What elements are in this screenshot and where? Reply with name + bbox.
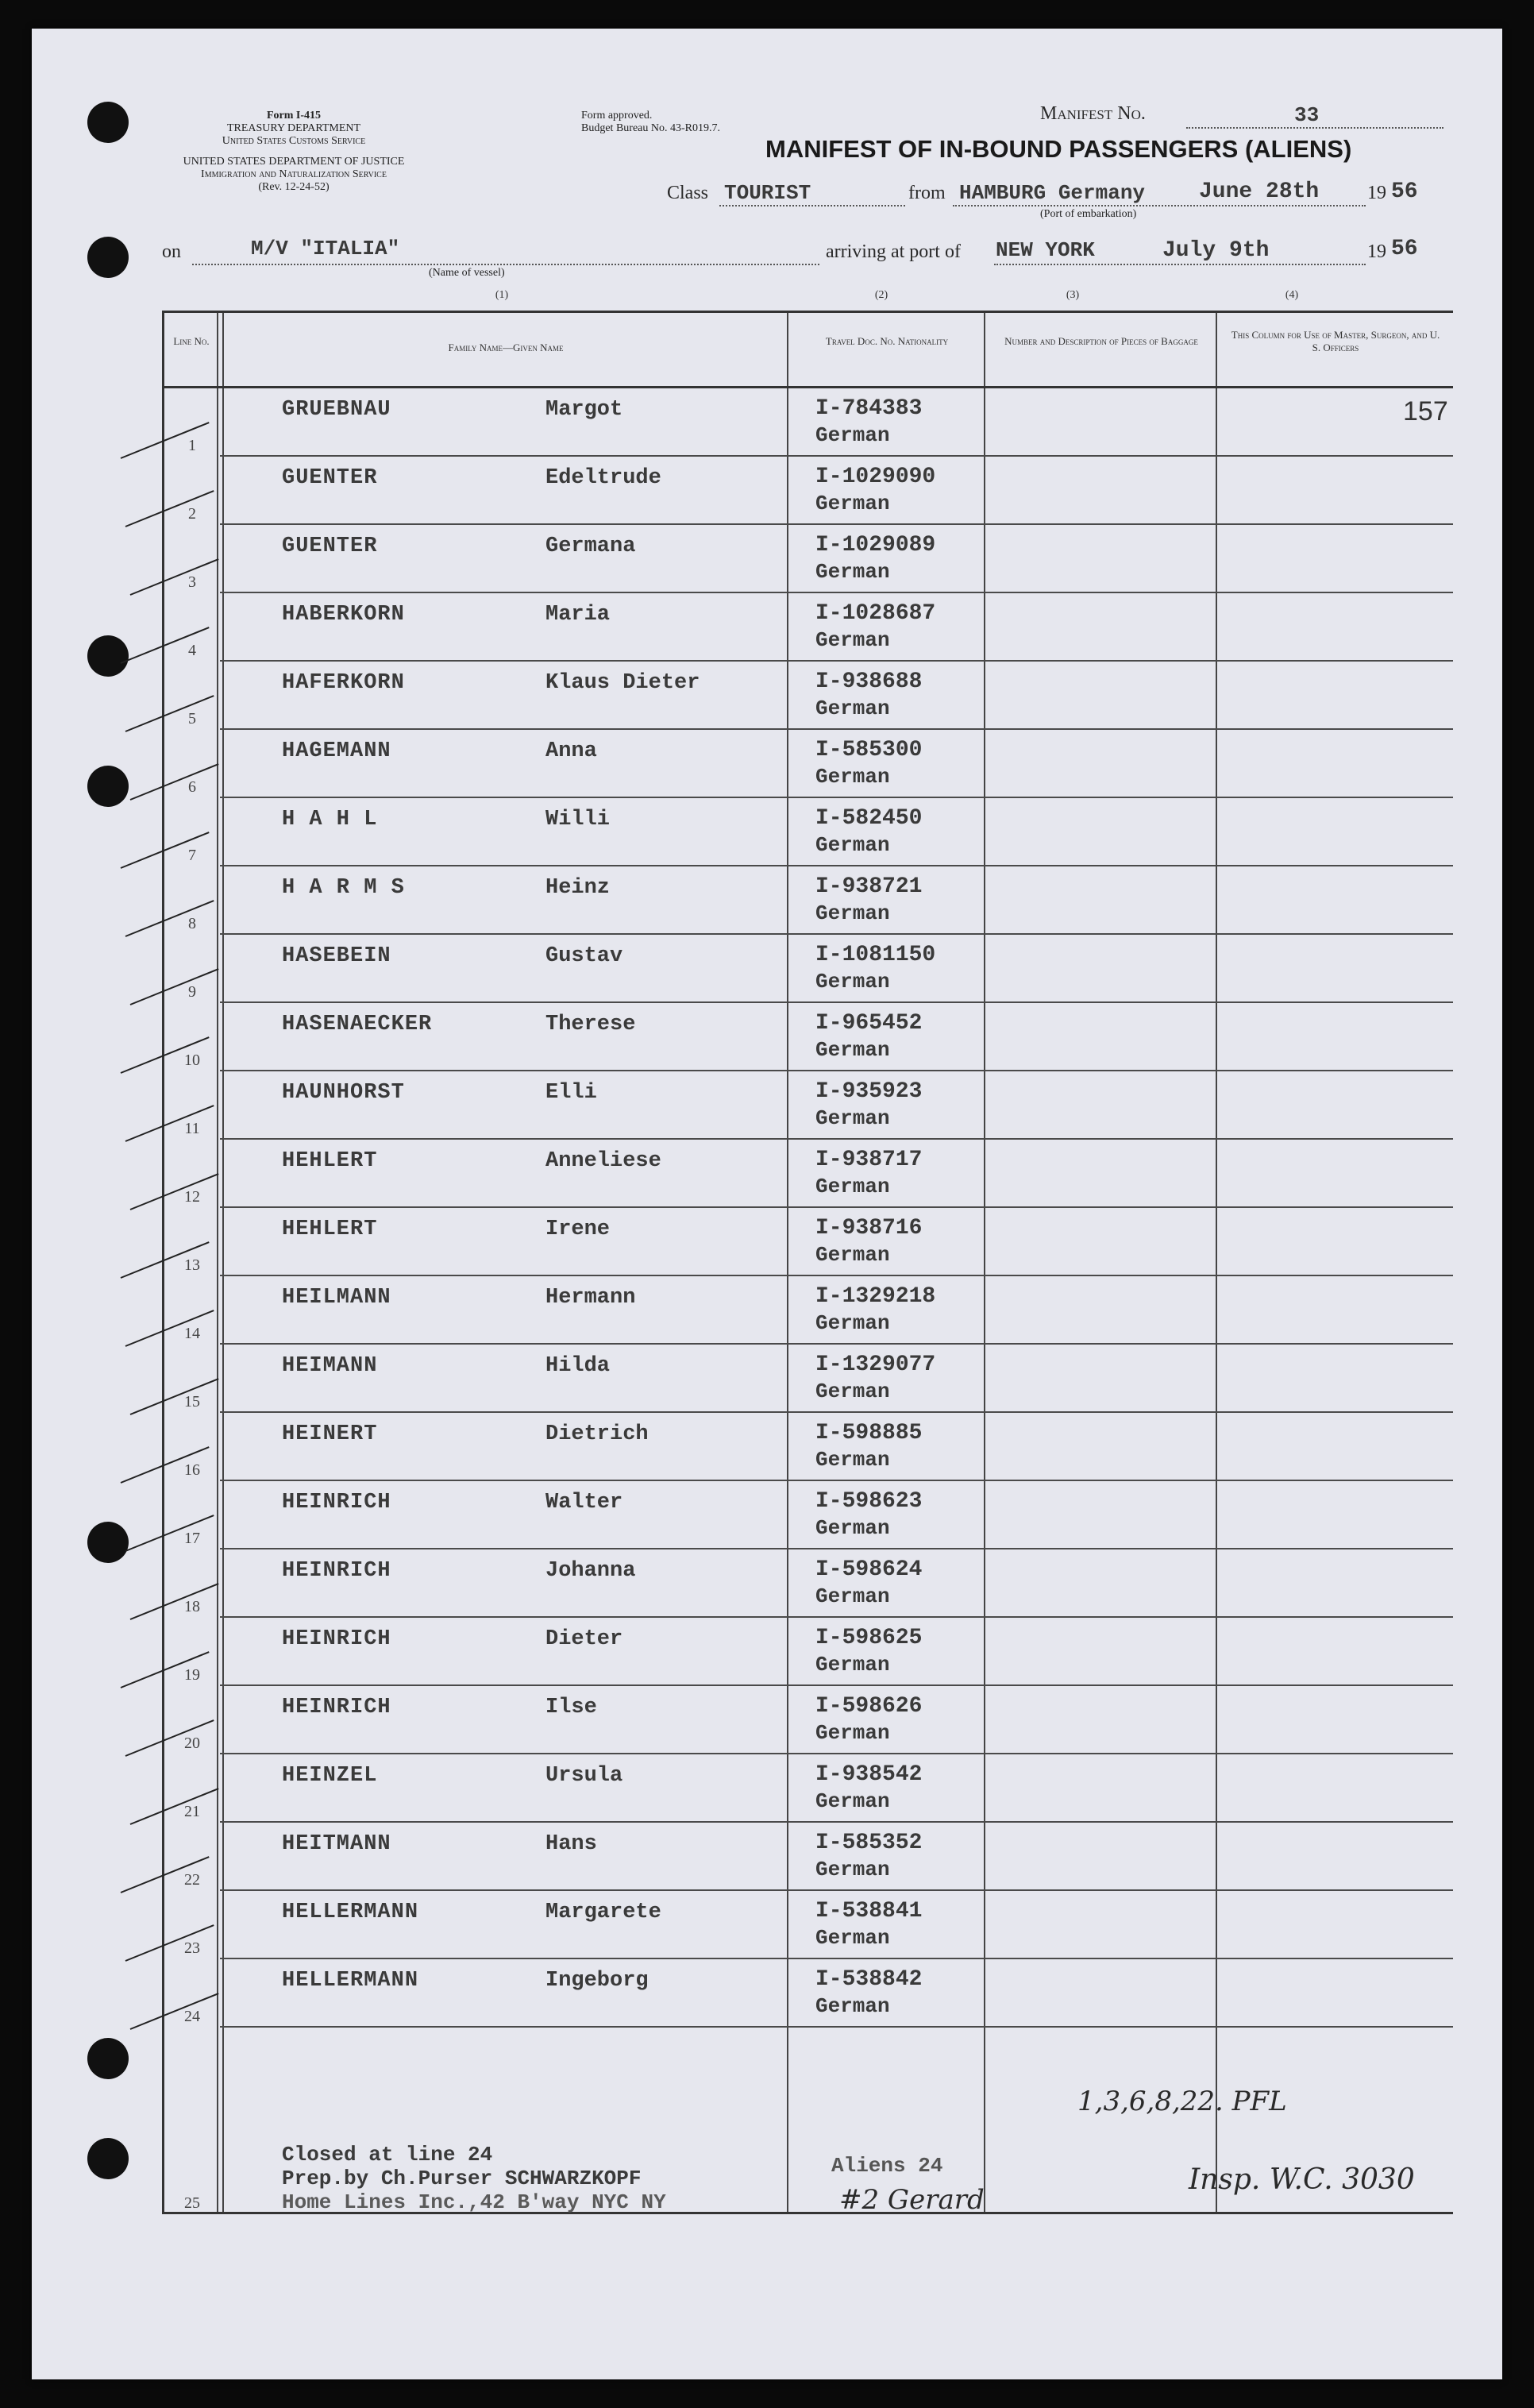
- table-row: [164, 525, 1453, 593]
- given-name: Anneliese: [545, 1149, 661, 1173]
- line-number: 8: [188, 915, 196, 932]
- travel-doc-number: I-1081150: [815, 943, 936, 967]
- family-name: HAUNHORST: [282, 1081, 405, 1105]
- nationality: German: [815, 1380, 890, 1403]
- line-number: 22: [184, 1871, 200, 1889]
- arrival-date: July 9th: [1162, 238, 1270, 263]
- binder-hole: [87, 237, 129, 278]
- header-name: Family Name—Given Name: [448, 342, 564, 353]
- header-baggage: Number and Description of Pieces of Baggage: [1004, 335, 1198, 347]
- given-name: Germana: [545, 534, 636, 558]
- table-row: [164, 662, 1453, 730]
- travel-doc-number: I-938688: [815, 670, 923, 694]
- travel-doc-number: I-538842: [815, 1967, 923, 1992]
- family-name: HASENAECKER: [282, 1013, 433, 1036]
- line-number: 13: [184, 1256, 200, 1274]
- travel-doc-number: I-938721: [815, 874, 923, 899]
- class-value: TOURIST: [724, 181, 811, 205]
- table-row: [164, 457, 1453, 525]
- arriving-label: arriving at port of: [826, 241, 961, 262]
- justice-department: UNITED STATES DEPARTMENT OF JUSTICE: [183, 156, 405, 168]
- from-date: June 28th: [1199, 179, 1320, 204]
- table-row: [164, 1481, 1453, 1549]
- given-name: Hilda: [545, 1354, 611, 1378]
- header-doc: Travel Doc. No. Nationality: [825, 335, 949, 347]
- given-name: Ingeborg: [545, 1969, 649, 1993]
- line-number: 14: [184, 1325, 200, 1342]
- nationality: German: [815, 1243, 890, 1267]
- nationality: German: [815, 1516, 890, 1540]
- travel-doc-number: I-598623: [815, 1489, 923, 1514]
- nationality: German: [815, 560, 890, 584]
- given-name: Ursula: [545, 1764, 623, 1788]
- column-number-1: (1): [495, 289, 509, 301]
- family-name: HEINRICH: [282, 1491, 391, 1515]
- binder-hole: [87, 102, 129, 143]
- family-name: GRUEBNAU: [282, 398, 391, 422]
- vessel-line: [192, 264, 819, 265]
- given-name: Edeltrude: [545, 466, 661, 490]
- given-name: Dietrich: [545, 1422, 649, 1446]
- table-row: [164, 1345, 1453, 1413]
- table-row: [164, 798, 1453, 866]
- given-name: Walter: [545, 1491, 623, 1515]
- family-name: HASEBEIN: [282, 944, 391, 968]
- travel-doc-number: I-585352: [815, 1831, 923, 1855]
- family-name: HEINZEL: [282, 1764, 378, 1788]
- from-value: HAMBURG Germany: [959, 181, 1146, 205]
- given-name: Ilse: [545, 1696, 597, 1719]
- given-name: Klaus Dieter: [545, 671, 700, 695]
- nationality: German: [815, 765, 890, 789]
- given-name: Heinz: [545, 876, 611, 900]
- given-name: Irene: [545, 1218, 611, 1241]
- manifest-no-line: [1186, 127, 1443, 129]
- line-number: 2: [188, 505, 196, 523]
- nationality: German: [815, 970, 890, 994]
- travel-doc-number: I-938717: [815, 1148, 923, 1172]
- nationality: German: [815, 628, 890, 652]
- travel-doc-number: I-1029090: [815, 465, 936, 489]
- nationality: German: [815, 1653, 890, 1677]
- family-name: HELLERMANN: [282, 1901, 419, 1924]
- nationality: German: [815, 1721, 890, 1745]
- line-number: 6: [188, 778, 196, 796]
- budget-bureau: Budget Bureau No. 43-R019.7.: [581, 122, 720, 134]
- given-name: Dieter: [545, 1627, 623, 1651]
- column-number-4: (4): [1285, 289, 1299, 301]
- column-number-3: (3): [1066, 289, 1080, 301]
- justice-block: [151, 156, 437, 194]
- vessel-caption: (Name of vessel): [429, 267, 505, 279]
- table-row: [164, 1549, 1453, 1618]
- given-name: Willi: [545, 808, 611, 832]
- table-row: [164, 1003, 1453, 1071]
- inspector-signature: Insp. W.C. 3030: [1189, 2163, 1415, 2196]
- line-number: 4: [188, 642, 196, 659]
- given-name: Gustav: [545, 944, 623, 968]
- binder-hole: [87, 2038, 129, 2079]
- binder-hole: [87, 2138, 129, 2179]
- class-label: Class: [667, 183, 709, 203]
- table-row: [164, 1071, 1453, 1140]
- table-row: [164, 730, 1453, 798]
- table-row: [164, 866, 1453, 935]
- travel-doc-number: I-938716: [815, 1216, 923, 1241]
- line-number: 9: [188, 983, 196, 1001]
- officer-note: 157: [1403, 396, 1448, 426]
- family-name: HEIMANN: [282, 1354, 378, 1378]
- line-number: 19: [184, 1666, 200, 1684]
- given-name: Therese: [545, 1013, 636, 1036]
- travel-doc-number: I-938542: [815, 1762, 923, 1787]
- family-name: HEINERT: [282, 1422, 378, 1446]
- family-name: HEINRICH: [282, 1696, 391, 1719]
- from-year: 56: [1391, 179, 1418, 204]
- handwritten-baggage-note: 1,3,6,8,22. PFL: [1077, 2086, 1287, 2117]
- nationality: German: [815, 1789, 890, 1813]
- line-number: 3: [188, 573, 196, 591]
- nationality: German: [815, 901, 890, 925]
- line-number: 11: [184, 1120, 200, 1137]
- passenger-table: [162, 289, 1453, 2216]
- nationality: German: [815, 1584, 890, 1608]
- family-name: HEILMANN: [282, 1286, 391, 1310]
- given-name: Johanna: [545, 1559, 636, 1583]
- nationality: German: [815, 1175, 890, 1198]
- line-number: 24: [184, 2008, 200, 2025]
- binder-hole: [87, 635, 129, 677]
- given-name: Hermann: [545, 1286, 636, 1310]
- row-rule: [220, 2026, 1453, 2028]
- aliens-total: Aliens 24: [831, 2154, 943, 2178]
- table-row: [164, 935, 1453, 1003]
- family-name: H A H L: [282, 808, 378, 832]
- travel-doc-number: I-935923: [815, 1079, 923, 1104]
- table-row: [164, 1891, 1453, 1959]
- port-caption: (Port of embarkation): [1040, 208, 1137, 220]
- line-number: 12: [184, 1188, 200, 1206]
- travel-doc-number: I-1329218: [815, 1284, 936, 1309]
- line-number: 18: [184, 1598, 200, 1615]
- nationality: German: [815, 833, 890, 857]
- family-name: HAFERKORN: [282, 671, 405, 695]
- travel-doc-number: I-598624: [815, 1557, 923, 1582]
- line-number: 20: [184, 1735, 200, 1752]
- family-name: HABERKORN: [282, 603, 405, 627]
- closing-row: [164, 2140, 1453, 2214]
- line-number: 25: [184, 2194, 200, 2212]
- travel-doc-number: I-582450: [815, 806, 923, 831]
- table-row: [164, 593, 1453, 662]
- on-label: on: [162, 241, 181, 262]
- nationality: German: [815, 1311, 890, 1335]
- table-row: [164, 1686, 1453, 1754]
- nationality: German: [815, 1926, 890, 1950]
- family-name: HAGEMANN: [282, 739, 391, 763]
- arrival-port: NEW YORK: [996, 238, 1095, 262]
- nationality: German: [815, 1106, 890, 1130]
- travel-doc-number: I-1029089: [815, 533, 936, 558]
- family-name: GUENTER: [282, 534, 378, 558]
- given-name: Maria: [545, 603, 611, 627]
- header-line-no: Line No.: [173, 335, 210, 347]
- family-name: HEITMANN: [282, 1832, 391, 1856]
- approval-block: [581, 110, 720, 135]
- line-number: 23: [184, 1939, 200, 1957]
- family-name: HEINRICH: [282, 1627, 391, 1651]
- table-row: [164, 1276, 1453, 1345]
- arrival-year: 56: [1391, 237, 1418, 261]
- line-number: 16: [184, 1461, 200, 1479]
- manifest-no-value: 33: [1294, 103, 1320, 127]
- agency-block: [159, 110, 429, 148]
- line-number: 17: [184, 1530, 200, 1547]
- given-name: Margot: [545, 398, 623, 422]
- treasury-department: TREASURY DEPARTMENT: [226, 122, 361, 134]
- nationality: German: [815, 697, 890, 720]
- nationality: German: [815, 1858, 890, 1881]
- line-number: 15: [184, 1393, 200, 1410]
- family-name: HEHLERT: [282, 1149, 378, 1173]
- travel-doc-number: I-598885: [815, 1421, 923, 1445]
- form-approved: Form approved.: [581, 110, 653, 122]
- nationality: German: [815, 423, 890, 447]
- family-name: H A R M S: [282, 876, 405, 900]
- table-row: [164, 388, 1453, 457]
- manifest-no-label: Manifest No.: [1040, 103, 1146, 124]
- given-name: Hans: [545, 1832, 597, 1856]
- family-name: HEINRICH: [282, 1559, 391, 1583]
- table-header: [164, 313, 1453, 388]
- table-row: [164, 1208, 1453, 1276]
- manifest-page: [32, 29, 1502, 2379]
- line-number: 21: [184, 1803, 200, 1820]
- header-officers: This Column for Use of Master, Surgeon, and U. S. Officers: [1231, 329, 1440, 353]
- nationality: German: [815, 1994, 890, 2018]
- travel-doc-number: I-965452: [815, 1011, 923, 1036]
- given-name: Elli: [545, 1081, 597, 1105]
- from-label: from: [908, 183, 946, 203]
- binder-hole: [87, 766, 129, 807]
- nationality: German: [815, 492, 890, 515]
- column-number-2: (2): [874, 289, 888, 301]
- line-number: 5: [188, 710, 196, 727]
- shipping-agent: Home Lines Inc.,42 B'way NYC NY: [282, 2190, 666, 2214]
- form-number: Form I-415: [266, 110, 322, 122]
- nationality: German: [815, 1038, 890, 1062]
- table-row: [164, 1823, 1453, 1891]
- table-row: [164, 1140, 1453, 1208]
- arrival-line: [994, 264, 1366, 265]
- table-row: [164, 1959, 1453, 2028]
- travel-doc-number: I-538841: [815, 1899, 923, 1924]
- customs-service: United States Customs Service: [222, 135, 366, 147]
- line-number: 7: [188, 847, 196, 864]
- travel-doc-number: I-598625: [815, 1626, 923, 1650]
- travel-doc-number: I-1028687: [815, 601, 936, 626]
- handwritten-number: #2 Gerard: [839, 2184, 985, 2216]
- arrival-year-prefix: 19: [1367, 241, 1386, 262]
- travel-doc-number: I-1329077: [815, 1353, 936, 1377]
- form-revision: (Rev. 12-24-52): [258, 181, 330, 193]
- binder-hole: [87, 1522, 129, 1563]
- given-name: Anna: [545, 739, 597, 763]
- family-name: HELLERMANN: [282, 1969, 419, 1993]
- travel-doc-number: I-585300: [815, 738, 923, 762]
- table-row: [164, 1618, 1453, 1686]
- page-title: MANIFEST OF IN-BOUND PASSENGERS (ALIENS): [765, 135, 1352, 163]
- closed-at-line: Closed at line 24: [282, 2143, 493, 2167]
- nationality: German: [815, 1448, 890, 1472]
- vessel-name: M/V "ITALIA": [251, 237, 400, 260]
- ins-service: Immigration and Naturalization Service: [201, 168, 387, 180]
- class-line: [719, 205, 905, 206]
- from-year-prefix: 19: [1367, 183, 1386, 203]
- table-row: [164, 1754, 1453, 1823]
- family-name: GUENTER: [282, 466, 378, 490]
- line-number: 1: [188, 437, 196, 454]
- table-row: [164, 1413, 1453, 1481]
- prepared-by: Prep.by Ch.Purser SCHWARZKOPF: [282, 2167, 642, 2190]
- family-name: HEHLERT: [282, 1218, 378, 1241]
- line-number: 10: [184, 1052, 200, 1069]
- travel-doc-number: I-598626: [815, 1694, 923, 1719]
- given-name: Margarete: [545, 1901, 661, 1924]
- travel-doc-number: I-784383: [815, 396, 923, 421]
- from-line: [953, 205, 1366, 206]
